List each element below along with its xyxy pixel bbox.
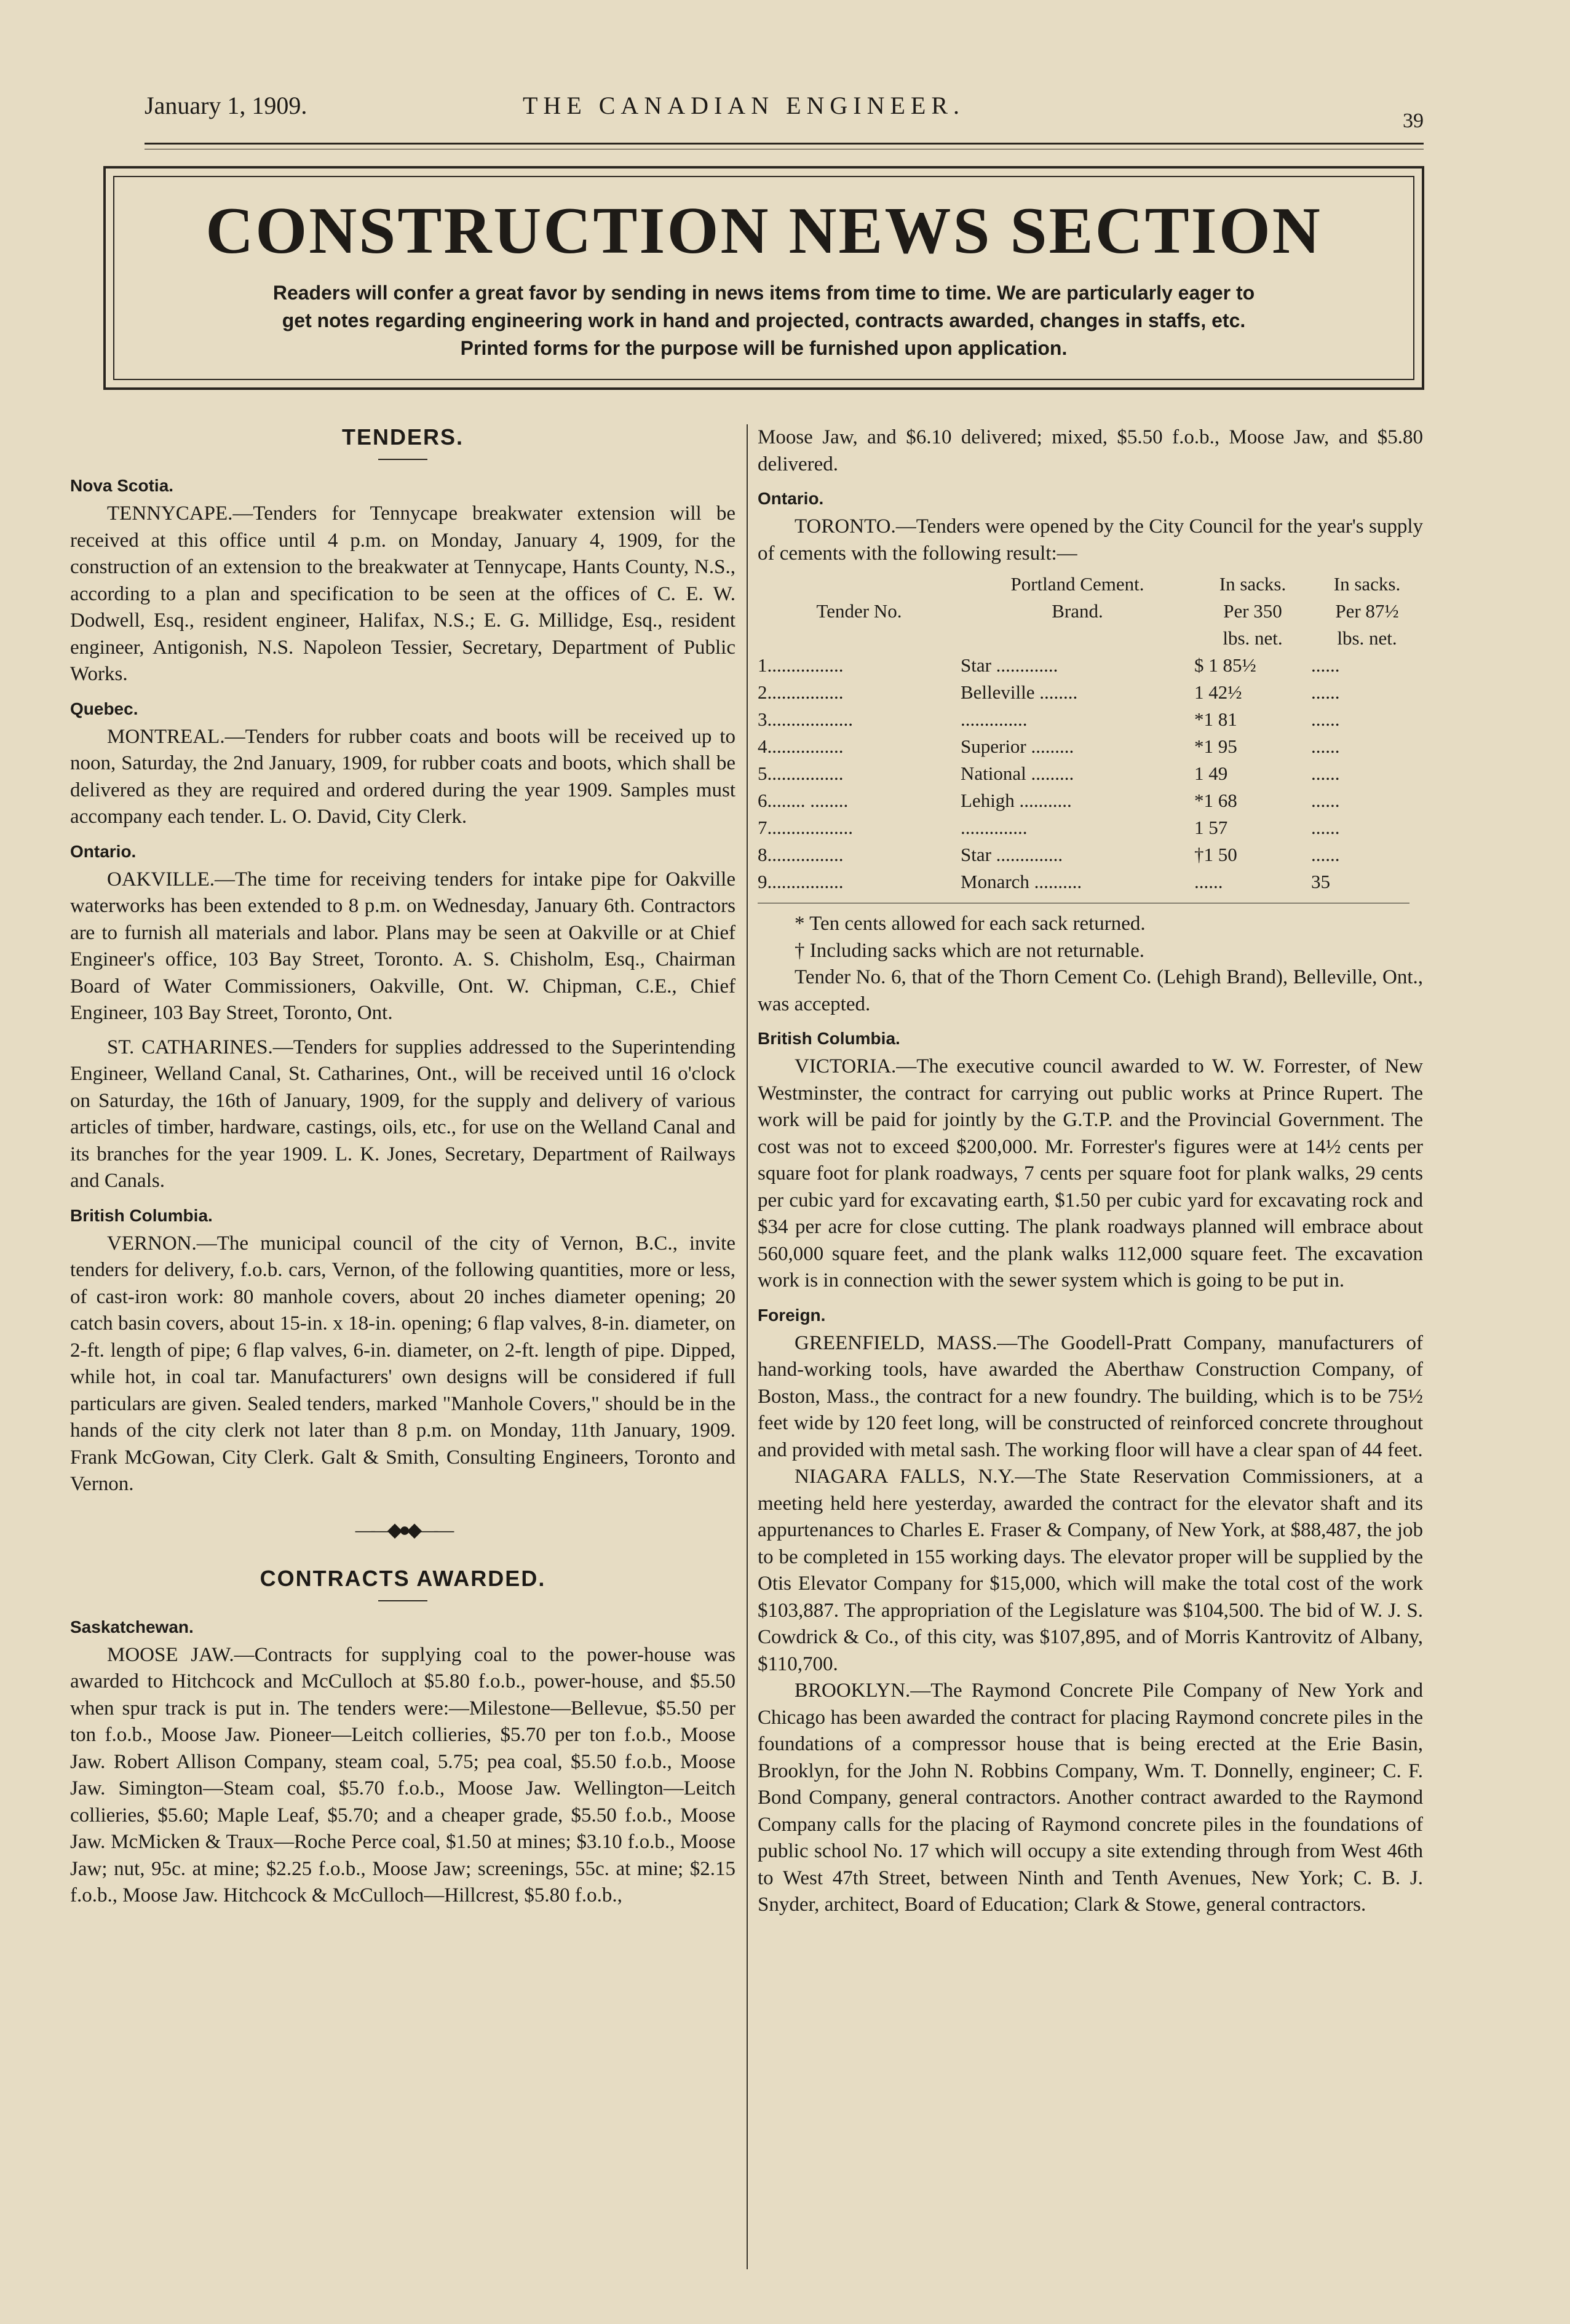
item-brooklyn: BROOKLYN.—The Raymond Concrete Pile Company of New York and Chicago has been awarded the contract for placing Raymond concrete piles in the foundations of a compressor house that is being erected at the Erie Basin, Brooklyn, for the John N. Robbins Company, Wm. T. Donnelly, engineer; C. F. Bond Company, general contractors. Another contract awarded to the Raymond Company calls for the placing of Raymond concrete piles in the foundations of public school No. 17 which will occupy a site extending through from West 46th to West 47th Street, between Ninth and Tenth Avenues, New York; C. B. J. Snyder, architect, Board of Education; Clark & Stowe, general contractors. bbox=[758, 1680, 1423, 1916]
section-ornament: ——◆●◆—— bbox=[355, 1518, 451, 1541]
item-st-catharines: ST. CATHARINES.—Tenders for supplies addressed to the Superintending Engineer, Welland Canal, St. Catharines, Ont., will be received until 16 o'clock on Saturday, the 16th of January, 1909, for the supply and delivery of various articles of timber, hardware, castings, oils, etc., for use on the Welland Canal and its branches for the year 1909. L. K. Jones, Secretary, Department of Railways and Canals. bbox=[70, 1036, 735, 1192]
table-header-row bbox=[758, 598, 1423, 625]
region-ontario: Ontario. bbox=[758, 489, 824, 508]
item-toronto: TORONTO.—Tenders were opened by the City Council for the year's supply of cements with the following result:— bbox=[758, 515, 1423, 565]
cement-tender-table bbox=[758, 571, 1423, 895]
item-moose-jaw-continued: Moose Jaw, and $6.10 delivered; mixed, $5.50 f.o.b., Moose Jaw, and $5.80 delivered. bbox=[758, 426, 1423, 475]
tenders-heading: TENDERS. bbox=[341, 424, 464, 450]
footnote-dagger: † Including sacks which are not returnable. bbox=[795, 939, 1145, 962]
item-montreal: MONTREAL.—Tenders for rubber coats and boots will be received up to noon, Saturday, the 2nd January, 1909, for rubber coats and boots, which shall be delivered as they are required and ordered during the year 1909. Samples must accompany each tender. L. O. David, City Clerk. bbox=[70, 725, 735, 828]
contracts-heading: CONTRACTS AWARDED. bbox=[260, 1565, 546, 1591]
heading-rule bbox=[378, 459, 427, 460]
left-column bbox=[70, 424, 735, 1910]
item-toronto-accepted: Tender No. 6, that of the Thorn Cement Co. (Lehigh Brand), Belleville, Ont., was accepted. bbox=[758, 966, 1423, 1015]
right-column bbox=[758, 424, 1423, 1919]
col-head-sacks-2: Per 350 bbox=[1223, 600, 1282, 622]
banner-line-1: Readers will confer a great favor by sending in news items from time to time. We are particularly eager to bbox=[272, 282, 1255, 304]
table-row: 6........ ........ Lehigh ........... *1 68 ...... bbox=[758, 790, 1340, 811]
col-head-brand-1: Portland Cement. bbox=[1010, 573, 1144, 595]
heading-rule bbox=[378, 1600, 427, 1601]
table-row: 4................ Superior ......... *1 95 ...... bbox=[758, 736, 1340, 757]
footnote-asterisk: * Ten cents allowed for each sack returned. bbox=[795, 913, 1146, 935]
item-moose-jaw: MOOSE JAW.—Contracts for supplying coal to the power-house was awarded to Hitchcock and McCulloch at $5.80 f.o.b., power-house, and $5.50 when spur track is put in. The tenders were:—Milestone—Bellevue, $5.50 per ton f.o.b., Moose Jaw. Pioneer—Leitch collieries, $5.70 per ton f.o.b., Moose Jaw. Robert Allison Company, steam coal, 5.75; pea coal, $5.50 f.o.b., Moose Jaw. Simington—Steam coal, $5.70 f.o.b., Moose Jaw. Wellington—Leitch collieries, $5.60; Maple Leaf, $5.70; and a cheaper grade, $5.50 f.o.b., Moose Jaw. McMicken & Traux—Roche Perce coal, $1.50 at mines; $3.10 f.o.b., Moose Jaw; nut, 95c. at mine; $2.25 f.o.b., Moose Jaw; screenings, 55c. at mine; $2.15 f.o.b., Moose Jaw. Hitchcock & McCulloch—Hillcrest, $5.80 f.o.b., bbox=[70, 1643, 735, 1906]
region-ontario: Ontario. bbox=[70, 841, 137, 861]
table-row: 8................ Star .............. †1 50 ...... bbox=[758, 844, 1340, 865]
running-head bbox=[145, 91, 1424, 132]
table-row: 9................ Monarch .......... ...... 35 bbox=[758, 871, 1330, 892]
banner-line-3: Printed forms for the purpose will be furnished upon application. bbox=[460, 337, 1068, 359]
banner-line-2: get notes regarding engineering work in hand and projected, contracts awarded, changes in staffs, etc. bbox=[282, 309, 1246, 331]
item-vernon: VERNON.—The municipal council of the city of Vernon, B.C., invite tenders for delivery, f.o.b. cars, Vernon, of the following quantities, more or less, of cast-iron work: 80 manhole covers, about 20 inches diameter opening; 20 catch basin covers, about 15-in. x 18-in. opening; 6 flap valves, 8-in. diameter, on 2-ft. length of pipe; 6 flap valves, 6-in. diameter, on 2-ft. length of pipe. Dipped, while hot, in coal tar. Manufacturers' own designs will be considered if full particulars are given. Sealed tenders, marked "Manhole Covers," should be in the hands of the city clerk not later than 8 p.m. on Monday, 11th January, 1909. Frank McGowan, City Clerk. Galt & Smith, Consulting Engineers, Toronto and Vernon. bbox=[70, 1232, 735, 1495]
item-tennycape: TENNYCAPE.—Tenders for Tennycape breakwater extension will be received at this office until 4 p.m. on Monday, January 4, 1909, for the construction of an extension to the breakwater at Tennycape, Hants County, N.S., according to a plan and specification to be seen at the offices of C. E. W. Dodwell, Esq., resident engineer, Halifax, N.S.; E. G. Millidge, Esq., resident engineer, Antigonish, N.S. Napoleon Tessier, Secretary, Department of Public Works. bbox=[70, 502, 735, 685]
header-rule bbox=[145, 143, 1424, 145]
region-quebec: Quebec. bbox=[70, 699, 138, 718]
col-head-tender-no: Tender No. bbox=[816, 600, 902, 622]
col-head-sacks-1: In sacks. bbox=[1219, 573, 1287, 595]
item-oakville: OAKVILLE.—The time for receiving tenders for intake pipe for Oakville waterworks has been extended to 8 p.m. on Wednesday, January 6th. Contractors are to furnish all materials and labor. Plans may be seen at Oakville or at Chief Engineer's office, 103 Bay Street, Toronto. A. S. Chisholm, Esq., Chairman Board of Water Commissioners, Oakville, Ont. W. Chipman, C.E., Chief Engineer, 103 Bay Street, Toronto, Ont. bbox=[70, 868, 735, 1024]
column-divider bbox=[747, 424, 748, 2269]
region-saskatchewan: Saskatchewan. bbox=[70, 1617, 194, 1636]
col-head-sacks87-3: lbs. net. bbox=[1337, 627, 1397, 649]
table-row: 3.................. .............. *1 81 ...... bbox=[758, 708, 1340, 730]
banner-title: CONSTRUCTION NEWS SECTION bbox=[205, 194, 1322, 268]
col-head-sacks-3: lbs. net. bbox=[1223, 627, 1283, 649]
table-row: 1................ Star ............. $ 1 85½ ...... bbox=[758, 654, 1340, 676]
table-row: 5................ National ......... 1 49 ...... bbox=[758, 763, 1340, 784]
construction-news-banner bbox=[103, 166, 1424, 390]
item-victoria: VICTORIA.—The executive council awarded to W. W. Forrester, of New Westminster, the contract for carrying out public works at Prince Rupert. The work will be paid for jointly by the G.T.P. and the Provincial Government. The cost was not to exceed $200,000. Mr. Forrester's figures were at 14½ cents per square foot for plank roadways, 7 cents per square foot for plank walks, 29 cents per cubic yard for excavating earth, $1.50 per cubic yard for excavating rock and $34 per acre for close cutting. The plank roadways planned will embrace about 560,000 square feet, and the plank walks 112,000 square feet. The excavation work is in connection with the sewer system which is going to be put in. bbox=[758, 1055, 1423, 1291]
region-nova-scotia: Nova Scotia. bbox=[70, 476, 174, 495]
region-foreign: Foreign. bbox=[758, 1305, 826, 1325]
issue-date: January 1, 1909. bbox=[145, 92, 307, 119]
journal-title: THE CANADIAN ENGINEER. bbox=[523, 92, 965, 119]
item-greenfield: GREENFIELD, MASS.—The Goodell-Pratt Company, manufacturers of hand-working tools, have awarded the Aberthaw Construction Company, of Boston, Mass., the contract for a new foundry. The building, which is to be 75½ feet wide by 120 feet long, will be constructed of reinforced concrete throughout and provided with metal sash. The working floor will have a clear span of 44 feet. bbox=[758, 1331, 1423, 1461]
item-niagara-falls: NIAGARA FALLS, N.Y.—The State Reservation Commissioners, at a meeting held here yesterday, awarded the contract for the elevator shaft and its appurtenances to Charles E. Fraser & Company, of New York, at $88,487, the job to be completed in 155 working days. The elevator proper will be supplied by the Otis Elevator Company for $15,000, which will make the total cost of the work $103,887. The appropriation of the Legislature was $104,500. The bid of W. J. S. Cowdrick & Co., of this city, was $107,895, and of Morris Kantrovitz of Albany, $110,700. bbox=[758, 1465, 1423, 1675]
banner-notice bbox=[180, 279, 1348, 362]
col-head-sacks87-1: In sacks. bbox=[1333, 573, 1401, 595]
region-british-columbia: British Columbia. bbox=[758, 1029, 900, 1048]
col-head-sacks87-2: Per 87½ bbox=[1335, 600, 1399, 622]
table-header-row bbox=[758, 571, 1423, 598]
region-british-columbia: British Columbia. bbox=[70, 1205, 213, 1225]
page-number: 39 bbox=[1403, 109, 1424, 132]
table-header-row bbox=[758, 625, 1423, 652]
table-row: 7.................. .............. 1 57 ...... bbox=[758, 817, 1340, 838]
col-head-brand-2: Brand. bbox=[1052, 600, 1103, 622]
table-row: 2................ Belleville ........ 1 42½ ...... bbox=[758, 681, 1340, 703]
